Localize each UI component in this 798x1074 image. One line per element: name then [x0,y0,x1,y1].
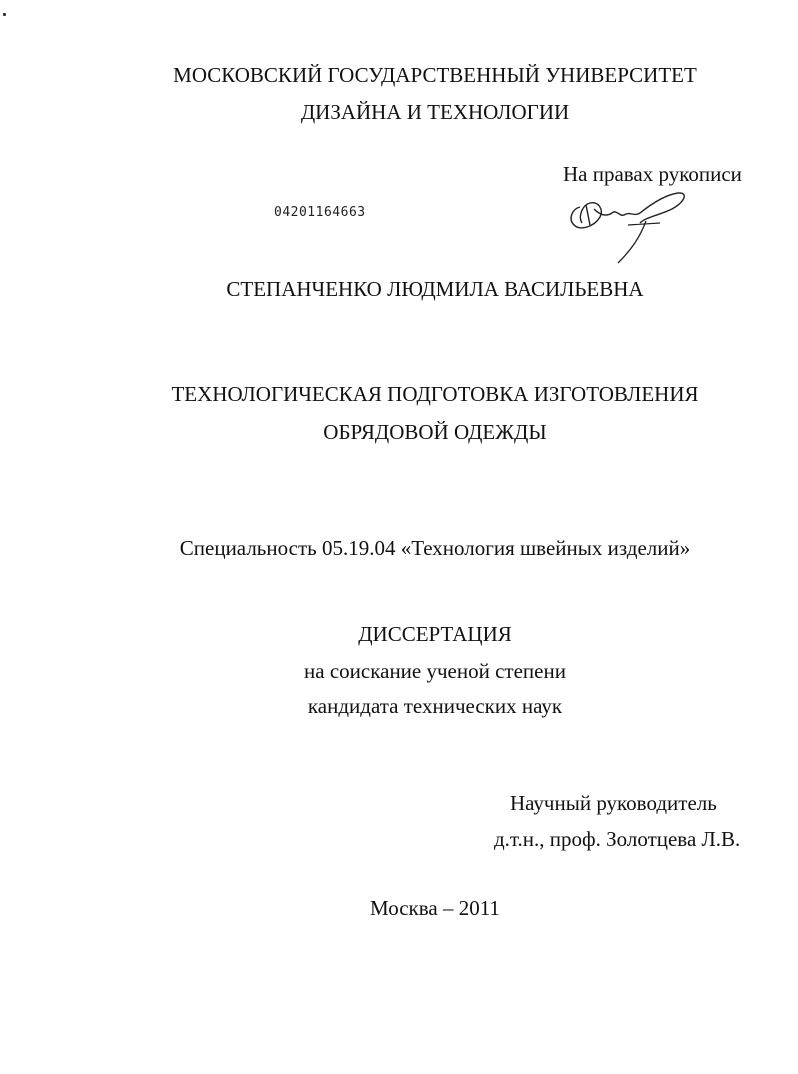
degree-line-2: кандидата технических наук [307,694,563,718]
document-number: 04201164663 [274,205,366,220]
degree-line-1: на соискание ученой степени [304,659,566,683]
supervisor-label: Научный руководитель [510,791,717,815]
university-line-2: ДИЗАЙНА И ТЕХНОЛОГИИ [300,100,570,124]
city-year: Москва – 2011 [370,896,500,920]
dissertation-heading: ДИССЕРТАЦИЯ [358,622,512,646]
author-name: СТЕПАНЧЕНКО ЛЮДМИЛА ВАСИЛЬЕВНА [226,277,644,301]
university-line-1: МОСКОВСКИЙ ГОСУДАРСТВЕННЫЙ УНИВЕРСИТЕТ [173,63,697,87]
title-line-2: ОБРЯДОВОЙ ОДЕЖДЫ [323,420,547,444]
rights-note: На правах рукописи [563,162,742,186]
scan-mark [3,13,6,16]
supervisor-name: д.т.н., проф. Золотцева Л.В. [494,827,741,851]
specialty: Специальность 05.19.04 «Технология швейных изделий» [179,536,691,560]
author-signature [560,187,700,267]
title-line-1: ТЕХНОЛОГИЧЕСКАЯ ПОДГОТОВКА ИЗГОТОВЛЕНИЯ [171,382,699,406]
